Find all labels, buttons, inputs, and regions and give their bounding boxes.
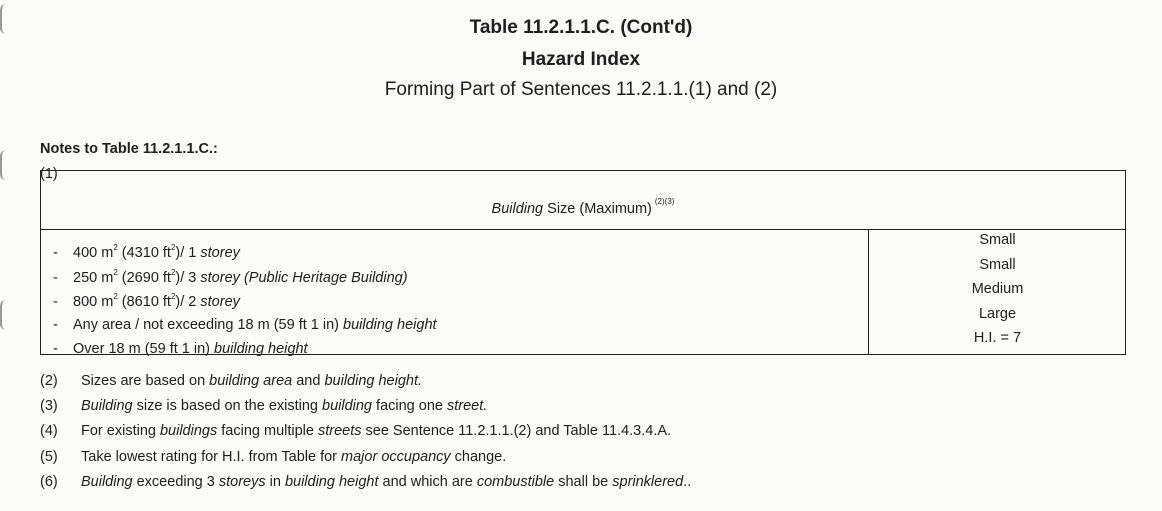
row-text: 250 m bbox=[73, 269, 114, 286]
footnote-text: in bbox=[265, 473, 285, 490]
table-row bbox=[53, 341, 437, 366]
table-header bbox=[41, 171, 1125, 230]
row-dash: - bbox=[53, 245, 58, 261]
footnote-text: and which are bbox=[378, 473, 477, 490]
footnote-5 bbox=[40, 449, 506, 465]
table-row bbox=[53, 317, 437, 342]
footnote-3 bbox=[40, 398, 487, 414]
row-italic-term: building height bbox=[343, 316, 437, 333]
footnote-italic-term: building height. bbox=[324, 373, 423, 389]
footnote-italic-term: building bbox=[322, 398, 373, 415]
footnote-2 bbox=[40, 373, 422, 389]
footnote-italic-term: sprinklered bbox=[612, 473, 684, 490]
footnote-italic-term: buildings bbox=[159, 423, 218, 440]
superscript: 2 bbox=[113, 292, 118, 302]
row-dash: - bbox=[53, 316, 58, 333]
footnote-number: (6) bbox=[40, 473, 58, 490]
rating-cell: Large bbox=[978, 305, 1017, 322]
footnote-text: shall be bbox=[554, 473, 613, 490]
footnote-text: facing one bbox=[372, 398, 447, 415]
row-text: )/ 2 bbox=[175, 294, 201, 311]
footnote-text: .. bbox=[683, 473, 692, 490]
footnote-text: change. bbox=[450, 448, 507, 465]
table-body bbox=[41, 230, 1125, 358]
row-text: (4310 ft bbox=[117, 245, 171, 261]
footnote-italic-term: Building bbox=[81, 398, 133, 415]
footnote-italic-term: major occupancy bbox=[341, 448, 451, 465]
row-italic-term: (Public Heritage Building) bbox=[243, 269, 408, 286]
footnote-italic-term: building area bbox=[209, 373, 293, 389]
footnote-italic-term: storeys bbox=[218, 473, 266, 490]
row-text: (2690 ft bbox=[117, 269, 171, 286]
footnote-number: (2) bbox=[40, 373, 58, 389]
row-italic-term: storey bbox=[200, 269, 240, 286]
footnote-6 bbox=[40, 474, 691, 490]
row-text: Any area / not exceeding 18 m (59 ft 1 in) bbox=[73, 316, 344, 333]
table-row bbox=[53, 292, 437, 317]
row-text: 400 m bbox=[73, 245, 114, 261]
footnote-text: For existing bbox=[81, 423, 160, 440]
table-row bbox=[53, 268, 437, 293]
table-title: Table 11.2.1.1.C. (Cont'd) bbox=[469, 17, 693, 38]
superscript: 2 bbox=[170, 292, 176, 302]
footnote-italic-term: streets bbox=[317, 423, 362, 440]
row-dash: - bbox=[53, 294, 58, 311]
rating-cell: Medium bbox=[971, 281, 1024, 298]
row-dash: - bbox=[53, 269, 58, 286]
footnote-text: Sizes are based on bbox=[81, 373, 210, 389]
size-list bbox=[53, 243, 437, 366]
notes-heading: Notes to Table 11.2.1.1.C.: bbox=[40, 141, 218, 157]
building-size-table bbox=[40, 170, 1126, 358]
table-header-label: Building Size (Maximum) $^{(2)(3)}$ bbox=[491, 197, 675, 217]
table-subtitle: Hazard Index bbox=[521, 49, 641, 70]
footnote-italic-term: building height bbox=[284, 473, 379, 490]
footnote-italic-term: combustible bbox=[476, 473, 555, 490]
row-text: (8610 ft bbox=[117, 294, 171, 311]
row-text: Over 18 m (59 ft 1 in) bbox=[73, 341, 215, 358]
footnote-text: size is based on the existing bbox=[132, 398, 323, 415]
superscript: 2 bbox=[113, 243, 118, 252]
row-dash: - bbox=[53, 341, 58, 358]
footnote-text: and bbox=[292, 373, 325, 389]
rating-cell: H.I. = 7 bbox=[973, 330, 1022, 347]
row-text: )/ 1 bbox=[175, 245, 201, 261]
footnote-text: facing multiple bbox=[217, 423, 318, 440]
note-1-label: (1) bbox=[40, 166, 58, 182]
column-divider bbox=[868, 230, 869, 354]
rating-cell: Small bbox=[979, 232, 1016, 248]
superscript: 2 bbox=[170, 243, 176, 252]
footnote-text: see Sentence 11.2.1.1.(2) and Table 11.4.3.4.A. bbox=[361, 423, 672, 440]
row-text: 800 m bbox=[73, 294, 114, 311]
row-italic-term: storey bbox=[200, 245, 240, 261]
footnote-italic-term: street. bbox=[447, 398, 488, 415]
footnote-text: exceeding 3 bbox=[132, 473, 219, 490]
footnote-text: Take lowest rating for H.I. from Table for bbox=[81, 448, 342, 465]
row-text: )/ 3 bbox=[175, 269, 201, 286]
footnote-italic-term: Building bbox=[81, 473, 133, 490]
footnote-number: (3) bbox=[40, 398, 58, 415]
table-row bbox=[53, 243, 437, 268]
row-italic-term: storey bbox=[200, 294, 240, 311]
footnote-4 bbox=[40, 423, 671, 439]
row-italic-term: building height bbox=[214, 341, 308, 358]
superscript: 2 bbox=[170, 267, 176, 277]
forming-part-line: Forming Part of Sentences 11.2.1.1.(1) and (2) bbox=[384, 79, 778, 100]
page-edge-mark bbox=[0, 150, 12, 180]
rating-cell: Small bbox=[979, 256, 1016, 273]
footnote-number: (5) bbox=[40, 448, 58, 465]
page-edge-mark bbox=[0, 300, 12, 330]
superscript: 2 bbox=[113, 267, 118, 277]
rating-list bbox=[870, 232, 1125, 355]
footnote-number: (4) bbox=[40, 423, 58, 440]
